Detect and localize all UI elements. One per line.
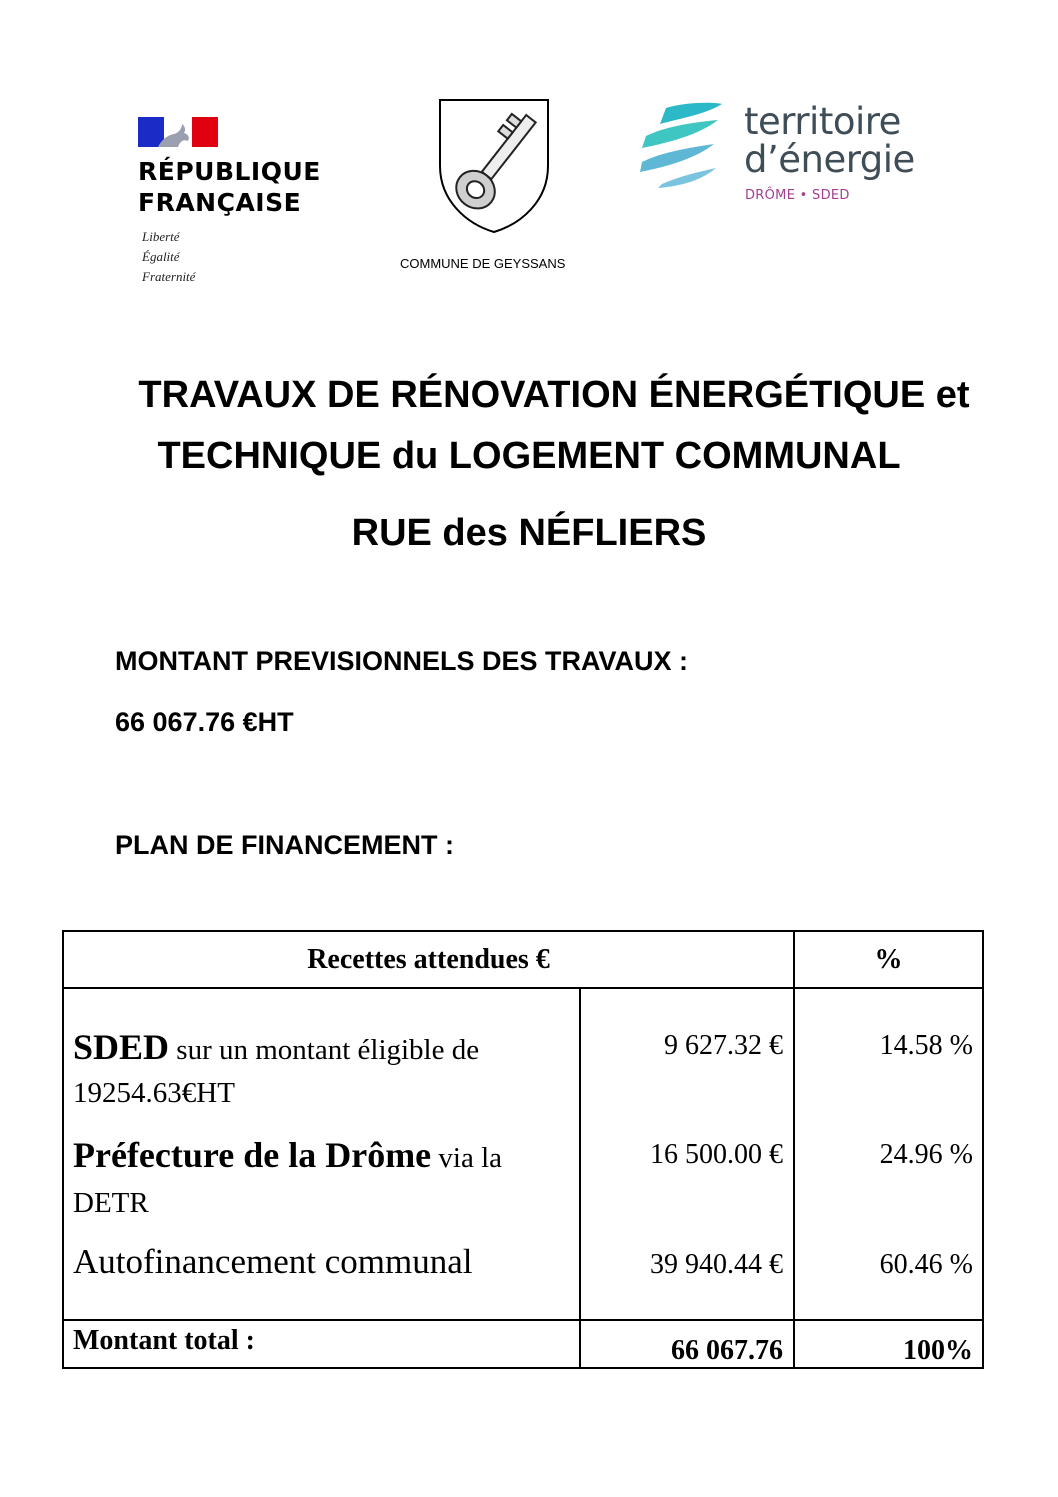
row-amount: 9 627.32 €	[664, 1030, 783, 1061]
financing-table	[62, 930, 984, 1370]
motto-fraternite: Fraternité	[142, 269, 196, 284]
republique-line: RÉPUBLIQUE	[138, 157, 321, 186]
francaise-line: FRANÇAISE	[138, 188, 302, 217]
total-percent: 100%	[903, 1335, 973, 1366]
total-amount: 66 067.76	[671, 1335, 783, 1366]
commune-caption: COMMUNE DE GEYSSANS	[400, 256, 566, 271]
row-amount: 16 500.00 €	[650, 1139, 783, 1170]
row-detail-2: 19254.63€HT	[73, 1077, 235, 1109]
row-detail-2: DETR	[73, 1187, 149, 1219]
row-amount: 39 940.44 €	[650, 1249, 783, 1280]
header-percent: %	[874, 944, 903, 975]
header-recettes: Recettes attendues €	[307, 944, 550, 975]
key-crest-icon	[436, 96, 552, 236]
title-line-3: RUE des NÉFLIERS	[351, 512, 707, 554]
plan-financement-label: PLAN DE FINANCEMENT :	[115, 830, 454, 860]
montant-value: 66 067.76 €HT	[115, 707, 294, 737]
title-line-1: TRAVAUX DE RÉNOVATION ÉNERGÉTIQUE et	[138, 374, 970, 416]
row-label: Autofinancement communal	[73, 1242, 473, 1281]
montant-label: MONTANT PREVISIONNELS DES TRAVAUX :	[115, 646, 689, 676]
row-name: SDED	[73, 1027, 170, 1067]
marianne-flag-icon	[138, 117, 218, 147]
energie-line: d’énergie	[744, 138, 915, 181]
row-percent: 60.46 %	[879, 1249, 973, 1280]
motto-liberte: Liberté	[142, 229, 180, 244]
territoire-line: territoire	[744, 100, 901, 143]
row-label	[73, 1135, 573, 1228]
motto-egalite: Égalité	[142, 249, 180, 264]
drome-sded-subtitle: DRÔME • SDED	[745, 188, 850, 203]
row-percent: 14.58 %	[879, 1030, 973, 1061]
total-label: Montant total :	[73, 1325, 255, 1356]
energy-wave-icon	[636, 100, 726, 190]
row-percent: 24.96 %	[879, 1139, 973, 1170]
row-label	[73, 1028, 573, 1117]
title-line-2: TECHNIQUE du LOGEMENT COMMUNAL	[157, 435, 901, 477]
row-detail: via la	[431, 1142, 503, 1174]
row-name: Préfecture de la Drôme	[73, 1135, 432, 1175]
row-detail: sur un montant éligible de	[169, 1034, 480, 1066]
